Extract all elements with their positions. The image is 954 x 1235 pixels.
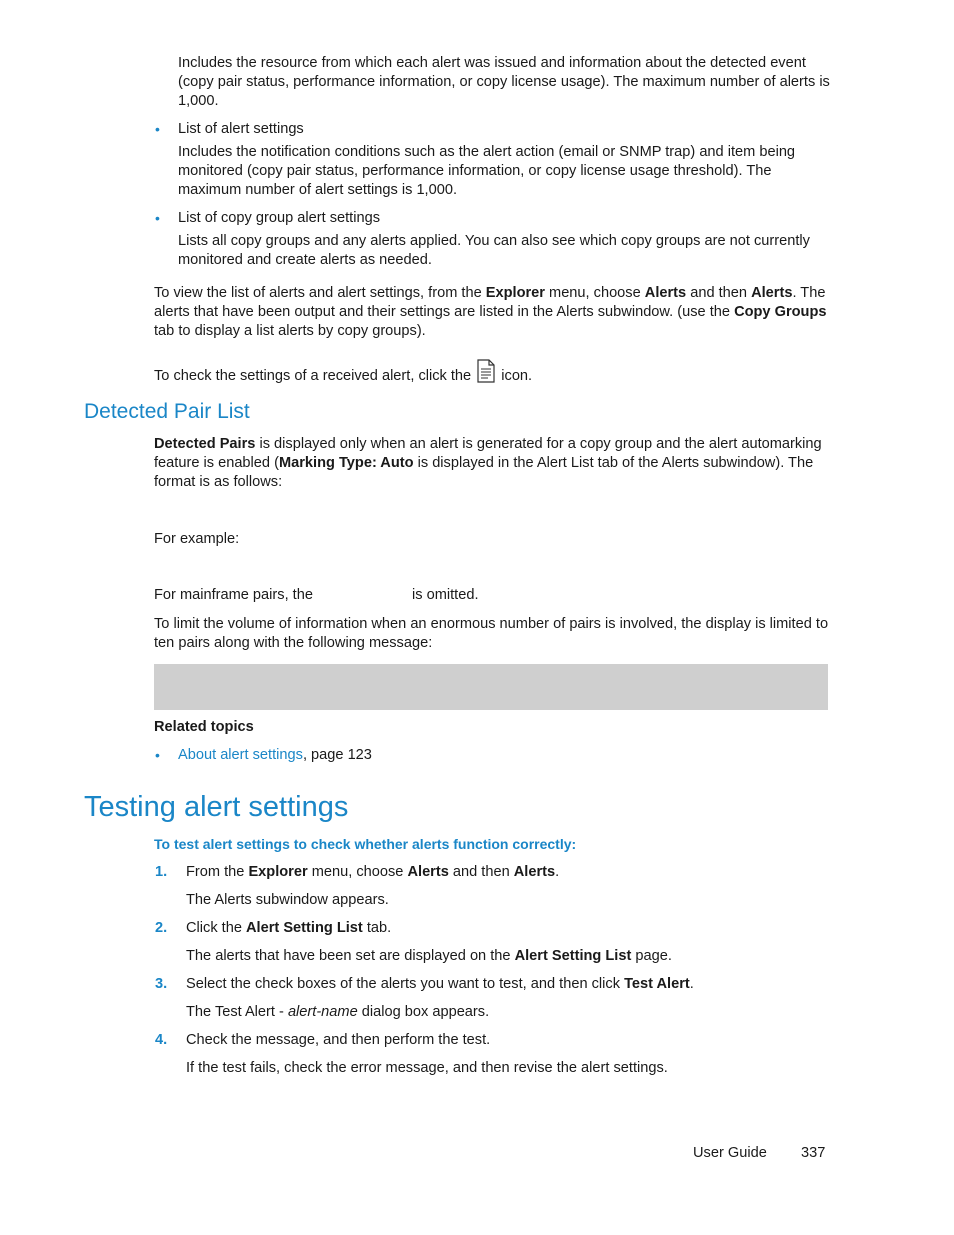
bullet-alert-settings-label: List of alert settings: [178, 121, 304, 137]
step-1-text: From the Explorer menu, choose Alerts and then Alerts.: [186, 864, 560, 880]
bullet-icon: •: [155, 121, 160, 137]
step-2-text: Click the Alert Setting List tab.: [186, 920, 392, 936]
related-topic-item: About alert settings, page 123: [178, 747, 372, 763]
procedure-title: To test alert settings to check whether alerts function correctly:: [154, 836, 577, 852]
bullet-alert-settings-desc: Includes the notification conditions such as the alert action (email or SNMP trap) and item being monitored (copy pair status, performance information, or copy license usage threshold). The maximum number of alert settings is 1,000.: [178, 144, 796, 198]
check-settings-paragraph: To check the settings of a received alert, click the icon.: [154, 359, 830, 389]
related-topics-heading: Related topics: [154, 719, 254, 735]
testing-alert-settings-heading: Testing alert settings: [84, 791, 349, 823]
footer-page-number: 337: [801, 1145, 826, 1161]
step-4-result: If the test fails, check the error message, and then revise the alert settings.: [186, 1060, 668, 1076]
limit-volume-paragraph: To limit the volume of information when an enormous number of pairs is involved, the display is limited to ten pairs along with the following message:: [154, 616, 829, 651]
footer-guide-name: User Guide: [693, 1145, 767, 1161]
mainframe-text-after: is omitted.: [412, 587, 479, 603]
bullet-copy-group-label: List of copy group alert settings: [178, 210, 380, 226]
step-number: 4.: [155, 1032, 168, 1048]
alerts-description: Includes the resource from which each alert was issued and information about the detected event (copy pair status, performance information, or copy license usage). The maximum number of alerts is 1,000.: [178, 55, 830, 109]
step-number: 2.: [155, 920, 168, 936]
about-alert-settings-link[interactable]: About alert settings: [178, 747, 303, 763]
bullet-copy-group-desc: Lists all copy groups and any alerts applied. You can also see which copy groups are not currently monitored and create alerts as needed.: [178, 233, 810, 268]
step-3-result: The Test Alert - alert-name dialog box appears.: [186, 1004, 490, 1020]
bullet-icon: •: [155, 210, 160, 226]
example-label: For example:: [154, 531, 240, 547]
step-number: 1.: [155, 864, 168, 880]
step-2-result: The alerts that have been set are displayed on the Alert Setting List page.: [186, 948, 672, 964]
message-box: [154, 664, 828, 710]
mainframe-text-before: For mainframe pairs, the: [154, 587, 313, 603]
step-3-text: Select the check boxes of the alerts you want to test, and then click Test Alert.: [186, 976, 694, 992]
detected-pair-list-heading: Detected Pair List: [84, 400, 250, 423]
detected-pairs-paragraph: Detected Pairs is displayed only when an alert is generated for a copy group and the alert automarking feature is enabled (Marking Type: Auto is displayed in the Alert List tab of the Alerts subwindow). The format is as follows:: [154, 436, 822, 490]
step-number: 3.: [155, 976, 168, 992]
document-icon[interactable]: [475, 359, 497, 389]
step-1-result: The Alerts subwindow appears.: [186, 892, 389, 908]
step-4-text: Check the message, and then perform the test.: [186, 1032, 491, 1048]
bullet-icon: •: [155, 747, 160, 763]
view-alerts-paragraph: To view the list of alerts and alert settings, from the Explorer menu, choose Alerts and then Alerts. The alerts that have been output and their settings are listed in the Alerts subwindow. (use the Copy Groups tab to display a list alerts by copy groups).: [154, 285, 827, 339]
